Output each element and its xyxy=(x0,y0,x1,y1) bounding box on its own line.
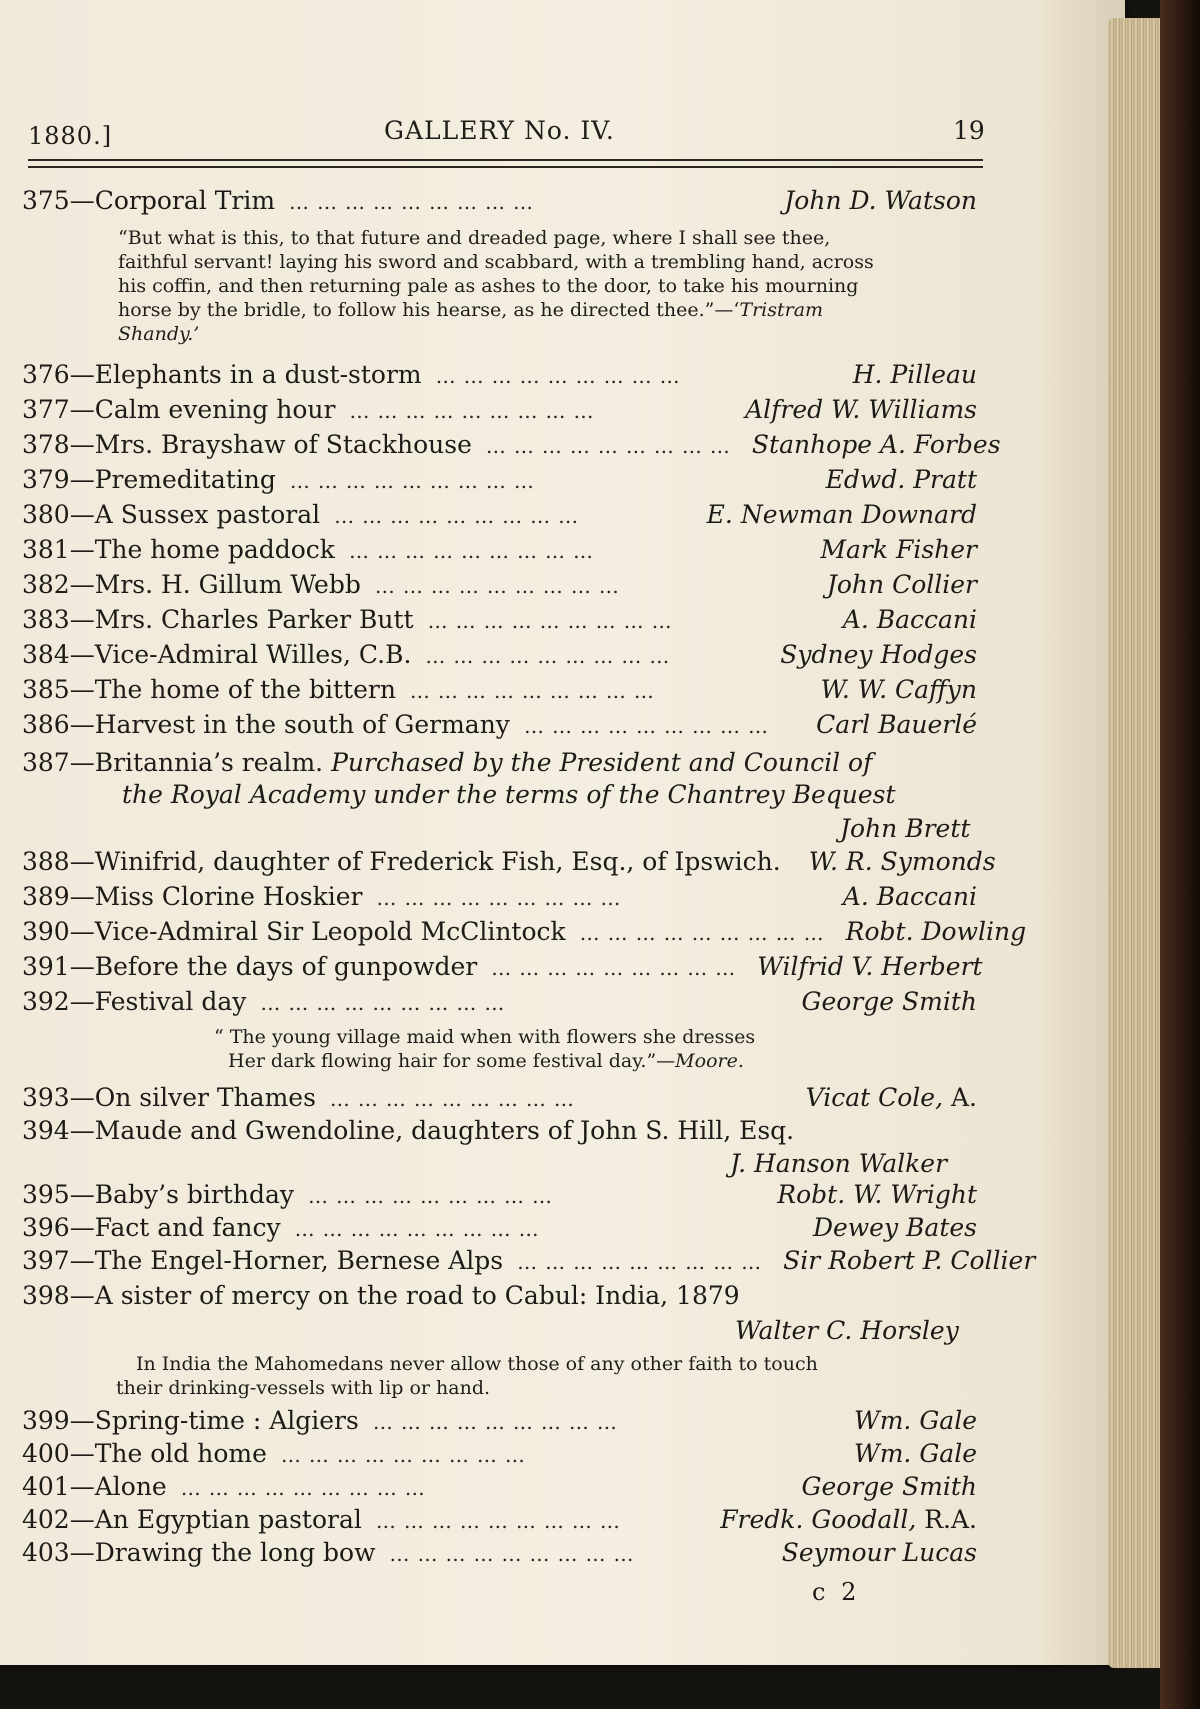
catalogue-entry xyxy=(22,1472,977,1506)
leader-dots: ……………………… xyxy=(427,609,680,633)
quote-line: “ The young village maid when with flowers she dresses xyxy=(214,1026,756,1048)
entry-title: 396—Fact and fancy xyxy=(22,1213,281,1242)
entry-title: 401—Alone xyxy=(22,1472,167,1501)
catalogue-entry xyxy=(22,430,1001,464)
note-line: their drinking-vessels with lip or hand. xyxy=(116,1377,491,1399)
leader-dots: ……………………… xyxy=(372,1410,625,1434)
entry-artist: George Smith xyxy=(801,987,977,1016)
book-spine xyxy=(1160,0,1200,1709)
catalogue-entry xyxy=(22,1246,1036,1280)
catalogue-entry xyxy=(22,640,977,674)
entry-artist: J. Hanson Walker xyxy=(730,1149,948,1178)
entry-artist: John Brett xyxy=(840,814,971,843)
catalogue-entry xyxy=(22,570,977,604)
quote-source: Moore. xyxy=(675,1050,744,1072)
leader-dots: ……………………… xyxy=(260,991,513,1015)
entry-artist: Robt. Dowling xyxy=(845,917,1027,946)
entry-title: 393—On silver Thames xyxy=(22,1083,316,1112)
leader-dots: ……………………… xyxy=(579,921,832,945)
entry-artist: Edwd. Pratt xyxy=(825,465,977,494)
quote-line xyxy=(118,298,874,322)
entry-artist: Alfred W. Williams xyxy=(745,395,977,424)
catalogue-entry xyxy=(22,605,977,639)
entry-title: 377—Calm evening hour xyxy=(22,395,336,424)
catalogue-entry xyxy=(22,186,977,220)
catalogue-entry xyxy=(22,847,996,881)
leader-dots: ……………………… xyxy=(289,469,542,493)
entry-artist: W. W. Caffyn xyxy=(820,675,977,704)
quote-392 xyxy=(214,1025,755,1073)
leader-dots: ……………………… xyxy=(409,679,662,703)
entry-artist: Dewey Bates xyxy=(812,1213,977,1242)
catalogue-entry xyxy=(22,1538,977,1572)
entry-387-line2: the Royal Academy under the terms of the Chantrey Bequest xyxy=(122,780,896,809)
catalogue-entry xyxy=(22,1180,977,1214)
entry-title: 382—Mrs. H. Gillum Webb xyxy=(22,570,361,599)
catalogue-entry xyxy=(22,987,977,1021)
leader-dots: ……………………… xyxy=(425,644,678,668)
header-page-number: 19 xyxy=(953,116,985,145)
signature-mark: c 2 xyxy=(812,1578,861,1606)
leader-dots: ……………………… xyxy=(329,1087,582,1111)
leader-dots: ……………………… xyxy=(289,190,542,214)
leader-dots: ……………………… xyxy=(375,1509,628,1533)
catalogue-entry xyxy=(22,1439,977,1473)
entry-title: 389—Miss Clorine Hoskier xyxy=(22,882,363,911)
catalogue-entry xyxy=(22,1083,977,1117)
catalogue-entry xyxy=(22,1406,977,1440)
entry-artist: Wm. Gale xyxy=(854,1439,977,1468)
entry-artist: George Smith xyxy=(801,1472,977,1501)
quote-375 xyxy=(118,226,874,346)
entry-artist: H. Pilleau xyxy=(852,360,977,389)
quote-text: Her dark flowing hair for some festival day.”— xyxy=(228,1050,676,1072)
entry-title: 390—Vice-Admiral Sir Leopold McClintock xyxy=(22,917,566,946)
leader-dots: ……………………… xyxy=(523,714,776,738)
entry-artist: Wilfrid V. Herbert xyxy=(757,952,983,981)
entry-title: 402—An Egyptian pastoral xyxy=(22,1505,362,1534)
leader-dots: ……………………… xyxy=(180,1476,433,1500)
quote-source-cont: Shandy.’ xyxy=(118,323,200,345)
entry-title: 386—Harvest in the south of Germany xyxy=(22,710,510,739)
leader-dots: ……………………… xyxy=(280,1443,533,1467)
entry-artist: Stanhope A. Forbes xyxy=(751,430,1001,459)
catalogue-entry xyxy=(22,675,977,709)
entry-title: 383—Mrs. Charles Parker Butt xyxy=(22,605,414,634)
leader-dots: ……………………… xyxy=(485,434,738,458)
leader-dots: ……………………… xyxy=(435,364,688,388)
entry-387-line1 xyxy=(22,748,872,777)
leader-dots: ……………………… xyxy=(374,574,627,598)
note-398 xyxy=(116,1352,818,1400)
entry-artist: John D. Watson xyxy=(784,186,977,215)
entry-title: 384—Vice-Admiral Willes, C.B. xyxy=(22,640,412,669)
entry-artist: Robt. W. Wright xyxy=(777,1180,977,1209)
leader-dots: ……………………… xyxy=(349,399,602,423)
header-year: 1880.] xyxy=(28,122,113,150)
entry-artist xyxy=(806,1083,977,1112)
entry-title: 379—Premeditating xyxy=(22,465,276,494)
entry-artist: W. R. Symonds xyxy=(808,847,996,876)
catalogue-entry xyxy=(22,952,983,986)
entry-title: 387—Britannia’s realm. xyxy=(22,748,324,777)
entry-title: 376—Elephants in a dust-storm xyxy=(22,360,422,389)
leader-dots: ……………………… xyxy=(307,1184,560,1208)
catalogue-entry xyxy=(22,500,977,534)
quote-text: horse by the bridle, to follow his hearse, as he directed thee.”—‘ xyxy=(118,299,740,321)
entry-title: 398—A sister of mercy on the road to Cabul: India, 1879 xyxy=(22,1281,740,1310)
entry-artist: E. Newman Downard xyxy=(706,500,977,529)
entry-artist: Mark Fisher xyxy=(820,535,977,564)
leader-dots: ……………………… xyxy=(294,1217,547,1241)
header-rule-bottom xyxy=(28,166,983,168)
leader-dots: ……………………… xyxy=(334,504,587,528)
catalogue-entry xyxy=(22,1505,977,1539)
entry-title: 375—Corporal Trim xyxy=(22,186,276,215)
leader-dots: ……………………… xyxy=(389,1542,642,1566)
catalogue-entry xyxy=(22,1213,977,1247)
entry-artist: Carl Bauerlé xyxy=(816,710,977,739)
entry-title: 397—The Engel-Horner, Bernese Alps xyxy=(22,1246,504,1275)
entry-title: 391—Before the days of gunpowder xyxy=(22,952,478,981)
entry-artist: Walter C. Horsley xyxy=(735,1316,959,1345)
entry-note: Purchased by the President and Council of xyxy=(331,748,873,777)
catalogue-entry xyxy=(22,360,977,394)
entry-title: 403—Drawing the long bow xyxy=(22,1538,376,1567)
catalogue-entry xyxy=(22,917,1027,951)
leader-dots: ……………………… xyxy=(491,956,744,980)
entry-title: 394—Maude and Gwendoline, daughters of John S. Hill, Esq. xyxy=(22,1116,795,1145)
catalogue-entry xyxy=(22,710,977,744)
artist-suffix: R.A. xyxy=(924,1505,977,1534)
entry-artist: A. Baccani xyxy=(842,882,977,911)
quote-line: faithful servant! laying his sword and scabbard, with a trembling hand, across xyxy=(118,251,874,273)
entry-artist: John Collier xyxy=(826,570,977,599)
quote-line: his coffin, and then returning pale as ashes to the door, to take his mourning xyxy=(118,275,859,297)
entry-title: 395—Baby’s birthday xyxy=(22,1180,294,1209)
quote-line: “But what is this, to that future and dreaded page, where I shall see thee, xyxy=(118,227,831,249)
header-title: GALLERY No. IV. xyxy=(384,116,615,145)
leader-dots: ……………………… xyxy=(376,886,629,910)
entry-artist: Sir Robert P. Collier xyxy=(783,1246,1036,1275)
entry-artist: Wm. Gale xyxy=(854,1406,977,1435)
catalogue-entry xyxy=(22,465,977,499)
entry-title: 381—The home paddock xyxy=(22,535,335,564)
entry-title: 380—A Sussex pastoral xyxy=(22,500,321,529)
entry-title: 400—The old home xyxy=(22,1439,267,1468)
entry-artist: Sydney Hodges xyxy=(780,640,977,669)
entry-title: 385—The home of the bittern xyxy=(22,675,396,704)
quote-source: Tristram xyxy=(739,299,824,321)
quote-line xyxy=(214,1049,755,1073)
entry-artist: A. Baccani xyxy=(842,605,977,634)
entry-title: 399—Spring-time : Algiers xyxy=(22,1406,359,1435)
note-line: In India the Mahomedans never allow those of any other faith to touch xyxy=(136,1353,818,1375)
entry-title: 392—Festival day xyxy=(22,987,247,1016)
catalogue-entry xyxy=(22,882,977,916)
entry-title: 378—Mrs. Brayshaw of Stackhouse xyxy=(22,430,472,459)
artist-suffix: A. xyxy=(950,1083,977,1112)
catalogue-entry xyxy=(22,395,977,429)
entry-title: 388—Winifrid, daughter of Frederick Fish, Esq., of Ipswich. xyxy=(22,847,781,876)
leader-dots: ……………………… xyxy=(517,1250,770,1274)
page-edges xyxy=(1108,18,1168,1668)
artist-name: Vicat Cole, xyxy=(805,1083,944,1112)
catalogue-entry xyxy=(22,535,977,569)
artist-name: Fredk. Goodall, xyxy=(720,1505,917,1534)
entry-artist: Seymour Lucas xyxy=(781,1538,977,1567)
entry-artist xyxy=(720,1505,977,1534)
header-rule-top xyxy=(28,159,983,161)
leader-dots: ……………………… xyxy=(348,539,601,563)
